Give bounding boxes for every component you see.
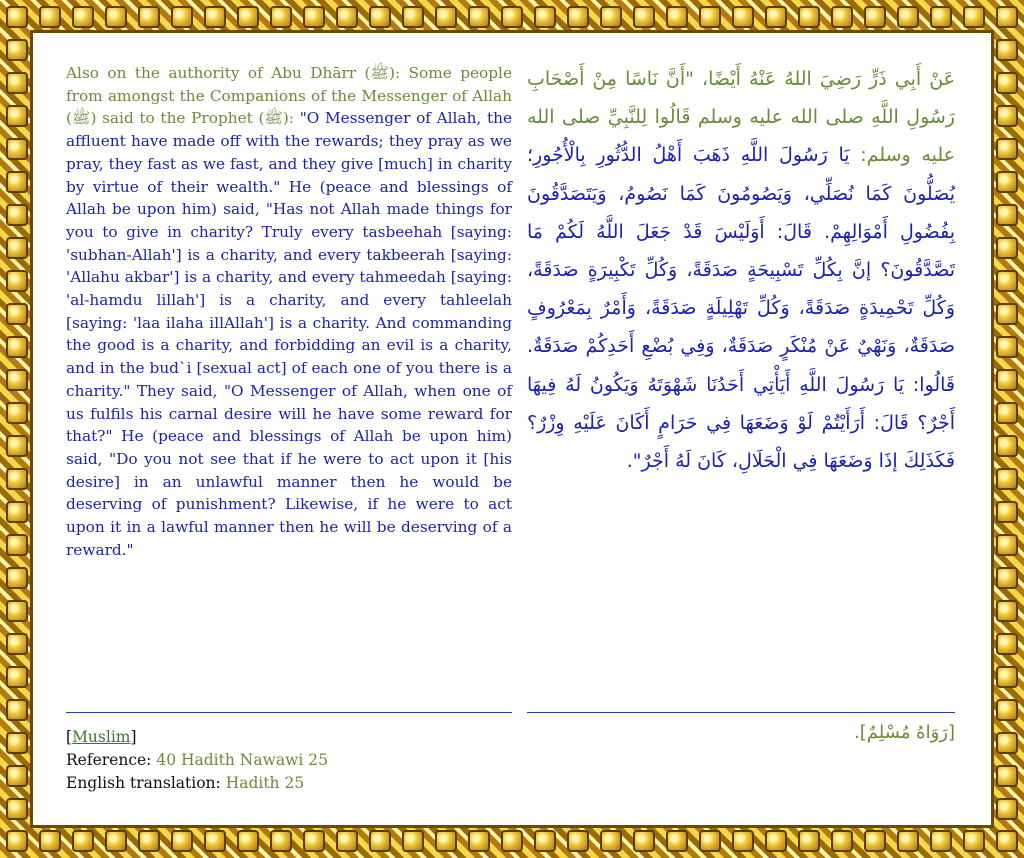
reference-block [66,726,512,795]
translation-label: English translation: [66,774,221,792]
english-text [66,62,512,561]
source-line [66,726,512,749]
arabic-text [527,60,955,480]
arabic-narration: عَنْ أَبِي ذَرٍّ رَضِيَ اللهُ عَنْهُ أَيْضًا، "أَنَّ نَاسًا مِنْ أَصْحَابِ رَسُولِ اللَّهِ صلى الله عليه وسلم قَالُوا لِلنَّبِيِّ صلى الله عليه وسلم: [527,68,955,167]
arabic-source: [رَوَاهُ مُسْلِمٌ]. [854,722,955,743]
reference-value: 40 Hadith Nawawi 25 [156,751,328,769]
arabic-divider [527,712,955,713]
arabic-body: يَا رَسُولَ اللَّهِ ذَهَبَ أَهْلُ الدُّثُورِ بِالْأُجُورِ؛ يُصَلُّونَ كَمَا نُصَلِّي، وَيَصُومُونَ كَمَا نَصُومُ، وَيَتَصَدَّقُونَ بِفُضُولِ أَمْوَالِهِمْ. قَالَ: أَوَلَيْسَ قَدْ جَعَلَ اللَّهُ لَكُمْ مَا تَصَّدَّقُونَ؟ إنَّ بِكُلِّ تَسْبِيحَةٍ صَدَقَةً، وَكُلِّ تَكْبِيرَةٍ صَدَقَةً، وَكُلِّ تَحْمِيدَةٍ صَدَقَةً، وَكُلِّ تَهْلِيلَةٍ صَدَقَةً، وَأَمْرٌ بِمَعْرُوفٍ صَدَقَةٌ، وَنَهْيٌ عَنْ مُنْكَرٍ صَدَقَةٌ، وَفِي بُضْعِ أَحَدِكُمْ صَدَقَةٌ. قَالُوا: يَا رَسُولَ اللَّهِ أَيَأْتِي أَحَدُنَا شَهْوَتَهُ وَيَكُونُ لَهُ فِيهَا أَجْرٌ؟ قَالَ: أَرَأَيْتُمْ لَوْ وَضَعَهَا فِي حَرَامٍ أَكَانَ عَلَيْهِ وِزْرٌ؟ فَكَذَلِكَ إذَا وَضَعَهَا فِي الْحَلَالِ، كَانَ لَهُ أَجْرٌ". [527,144,955,473]
source-bracket-close: ] [130,728,137,746]
reference-label: Reference: [66,751,152,769]
translation-line [66,772,512,795]
english-divider [66,712,512,713]
english-narration: Also on the authority of Abu Dhārr (ﷺ): Some people from amongst the Companions of the Messenger of Allah (ﷺ) said to the Prophet (ﷺ): [66,64,512,128]
reference-line [66,749,512,772]
english-body: "O Messenger of Allah, the affluent have made off with the rewards; they pray as we pray, they fast as we fast, and they give [much] in charity by virtue of their wealth." He (peace and blessings of Allah be upon him) said, "Has not Allah made things for you to give in charity? Truly every tasbeehah [saying: 'subhan-Allah'] is a charity, and every takbeerah [saying: 'Allahu akbar'] is a charity, and every tahmeedah [saying: 'al-hamdu lillah'] is a charity, and every tahleelah [saying: 'laa ilaha illAllah'] is a charity. And commanding the good is a charity, and forbidding an evil is a charity, and in the bud`i [sexual act] of each one of you there is a charity." They said, "O Messenger of Allah, when one of us fulfils his carnal desire will he have some reward for that?" He (peace and blessings of Allah be upon him) said, "Do you not see that if he were to act upon it [his desire] in an unlawful manner then he would be deserving of punishment? Likewise, if he were to act upon it in a lawful manner then he will be deserving of a reward." [66,109,512,559]
translation-value: Hadith 25 [225,774,305,792]
source-bracket-open: [ [66,728,73,746]
source-link-muslim[interactable]: Muslim [72,728,131,746]
